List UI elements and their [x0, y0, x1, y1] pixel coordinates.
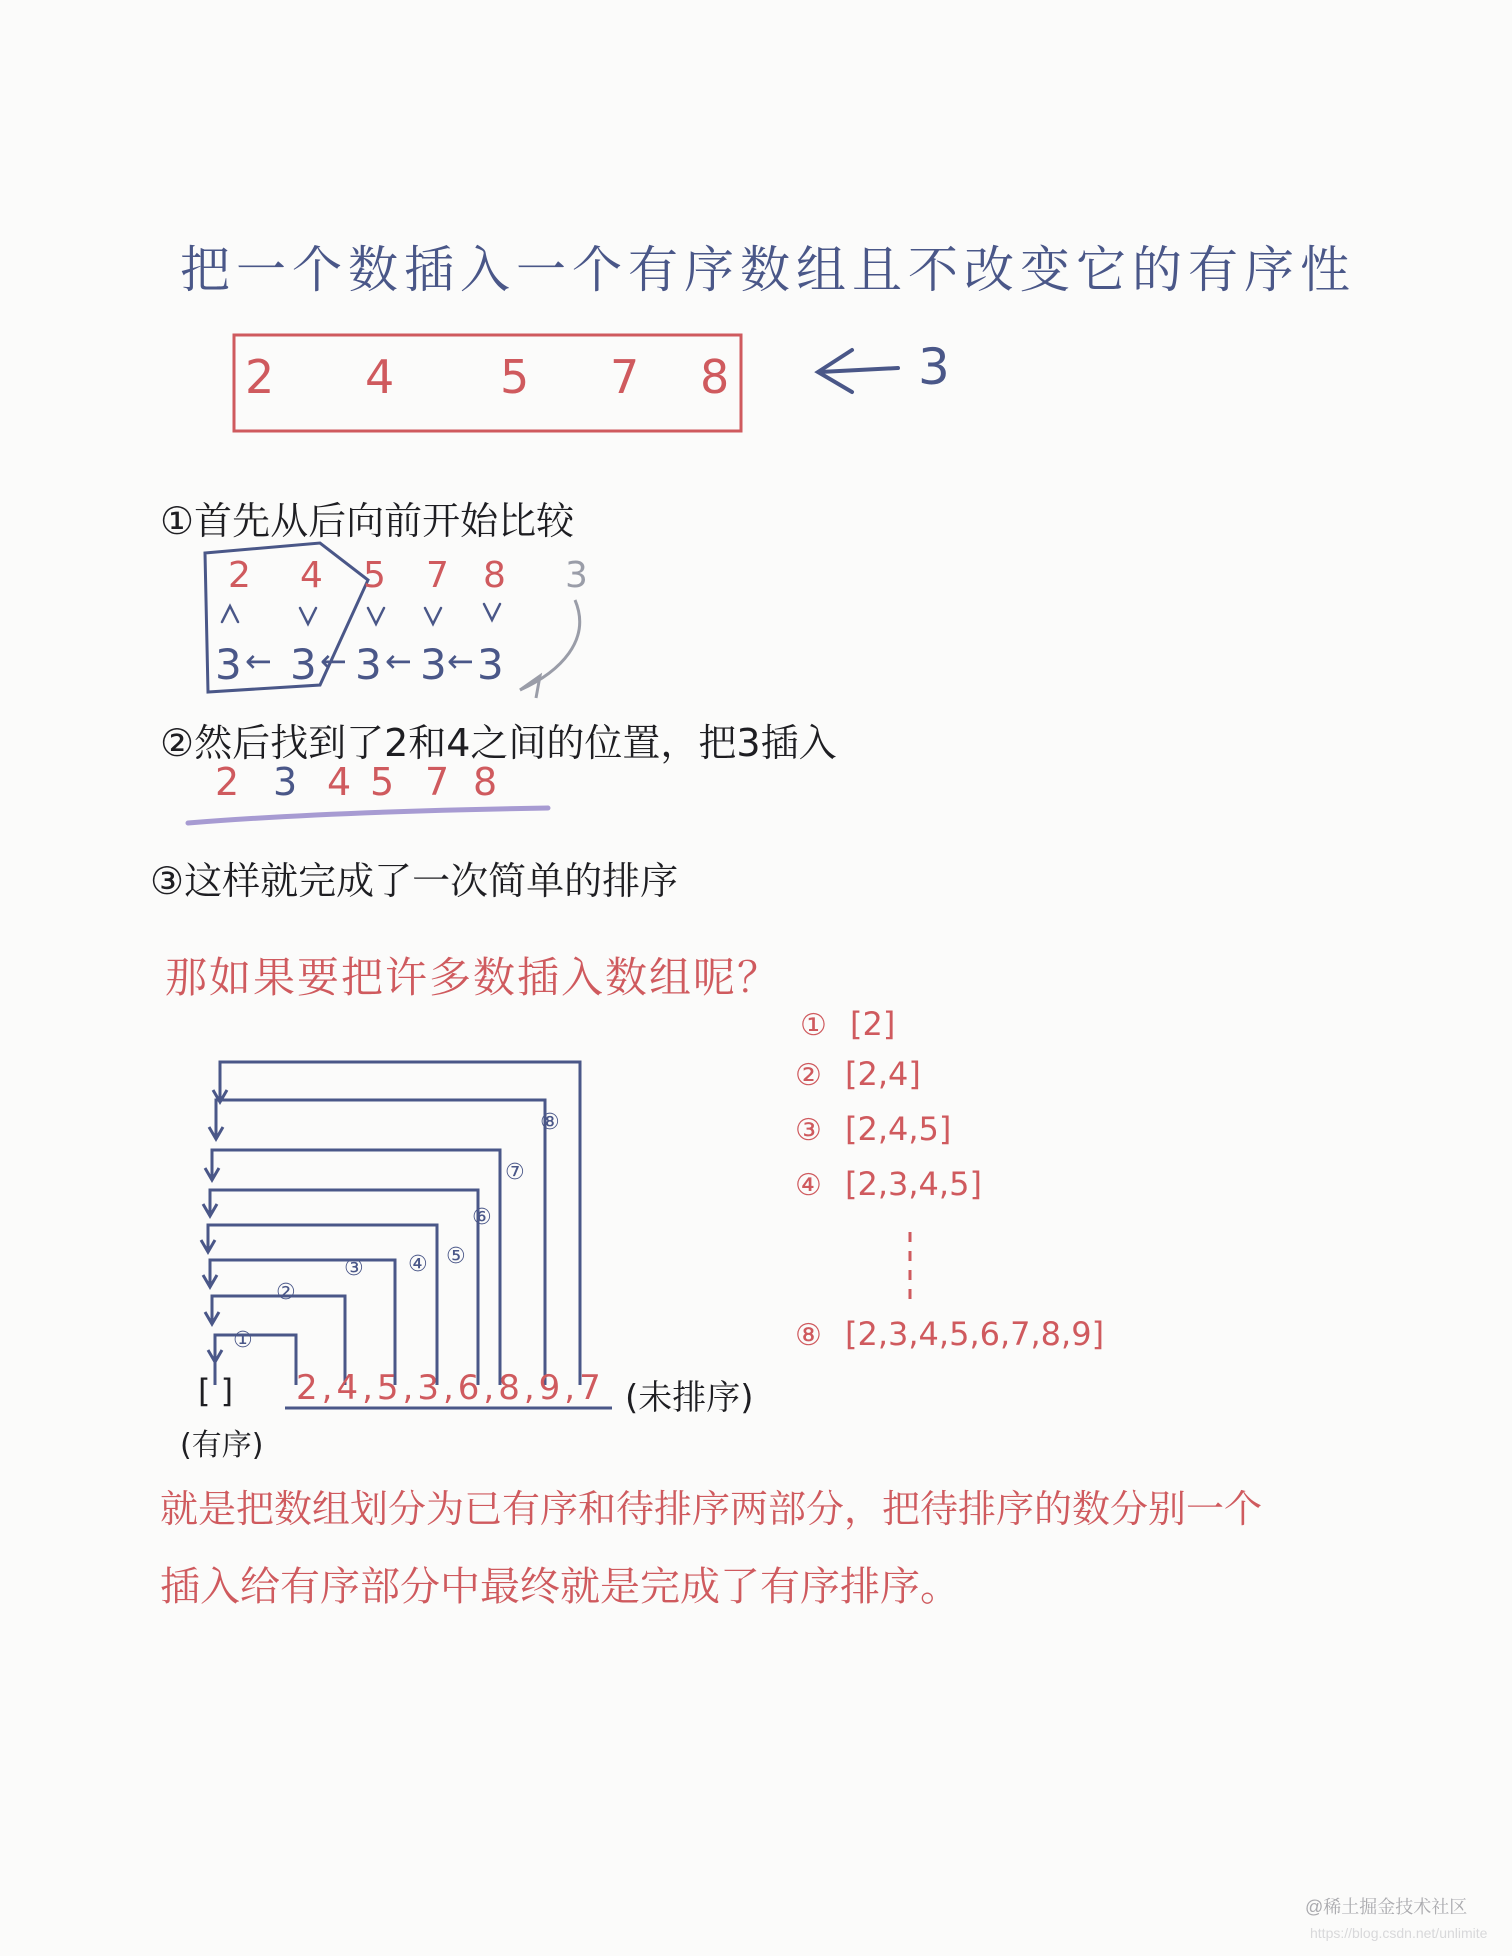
- steps-list-item: [795, 1110, 951, 1148]
- step-value: [2,3,4,5]: [845, 1165, 982, 1203]
- result-item: 4: [327, 760, 352, 804]
- step-num: ④: [795, 1168, 822, 1203]
- steps-list-item: [795, 1165, 982, 1203]
- result-item: 2: [215, 760, 240, 804]
- array-item: 7: [426, 555, 449, 596]
- watermark-url: https://blog.csdn.net/unlimite: [1310, 1925, 1488, 1941]
- step-num: ①: [800, 1008, 827, 1043]
- step-value: [2,3,4,5,6,7,8,9]: [845, 1315, 1105, 1353]
- result-underline: [188, 808, 548, 823]
- comparison-chain: [215, 640, 535, 695]
- insert-value: 3: [918, 338, 950, 396]
- loop-label: ⑤: [446, 1244, 466, 1269]
- steps-list-item: [795, 1055, 921, 1093]
- step-value: [2,4]: [845, 1055, 921, 1093]
- steps-list: [795, 1005, 1215, 1365]
- array-item: 8: [700, 350, 730, 404]
- chain-arrow: ←: [385, 642, 412, 680]
- steps-list-item: [795, 1315, 1104, 1353]
- step3-label: ③这样就完成了一次简单的排序: [150, 859, 679, 903]
- loop-label: ⑧: [540, 1110, 560, 1135]
- loop-label: ②: [276, 1280, 296, 1305]
- sorted-array: [245, 350, 730, 420]
- result-item: 5: [370, 760, 395, 804]
- array-item: 5: [500, 350, 530, 404]
- chain-arrow: ←: [447, 642, 474, 680]
- chain-item: 3: [420, 640, 447, 689]
- sorted-bracket: [ ]: [198, 1372, 234, 1410]
- loop-label: ①: [233, 1328, 253, 1353]
- steps-list-item: [800, 1005, 895, 1043]
- step-value: [2]: [850, 1005, 896, 1043]
- loop-label: ⑦: [505, 1160, 525, 1185]
- step1-label: ①首先从后向前开始比较: [160, 499, 575, 543]
- array-item: 4: [365, 350, 395, 404]
- unsorted-values: 2,4,5,3,6,8,9,7: [296, 1368, 605, 1408]
- chain-item: 3: [355, 640, 382, 689]
- step2-label: ②然后找到了2和4之间的位置，把3插入: [160, 721, 837, 765]
- array-item: 8: [483, 555, 506, 596]
- step-num: ⑧: [795, 1318, 822, 1353]
- loop-label: ③: [344, 1256, 364, 1281]
- loop-label: ⑥: [472, 1205, 492, 1230]
- result-item: 7: [425, 760, 450, 804]
- step2-result: [215, 760, 535, 810]
- conclusion-line-1: 就是把数组划分为已有序和待排序两部分，把待排序的数分别一个: [160, 1487, 1263, 1531]
- array-item: 2: [228, 555, 251, 596]
- conclusion-line-2: 插入给有序部分中最终就是完成了有序排序。: [160, 1564, 960, 1610]
- array-item: 5: [363, 555, 386, 596]
- page-title: 把一个数插入一个有序数组且不改变它的有序性: [180, 241, 1356, 299]
- insert-arrow: [818, 350, 898, 392]
- array-item: 2: [245, 350, 275, 404]
- chain-item: 3: [477, 640, 504, 689]
- chain-item: 3: [215, 640, 242, 689]
- loop-label: ④: [408, 1252, 428, 1277]
- sorted-label: (有序): [180, 1428, 264, 1463]
- question: 那如果要把许多数插入数组呢？: [165, 953, 782, 1002]
- step1-array: [228, 555, 528, 605]
- result-item: 3: [273, 760, 298, 804]
- step-num: ③: [795, 1113, 822, 1148]
- chain-arrow: ←: [320, 642, 347, 680]
- result-item: 8: [473, 760, 498, 804]
- probe-value: 3: [565, 555, 588, 596]
- array-item: 4: [300, 555, 323, 596]
- array-item: 7: [610, 350, 640, 404]
- comparison-arrows: [222, 604, 500, 624]
- step-value: [2,4,5]: [845, 1110, 952, 1148]
- unsorted-label: (未排序): [625, 1378, 754, 1418]
- chain-item: 3: [290, 640, 317, 689]
- watermark: @稀土掘金技术社区: [1305, 1897, 1468, 1917]
- step-num: ②: [795, 1058, 822, 1093]
- chain-arrow: ←: [245, 642, 272, 680]
